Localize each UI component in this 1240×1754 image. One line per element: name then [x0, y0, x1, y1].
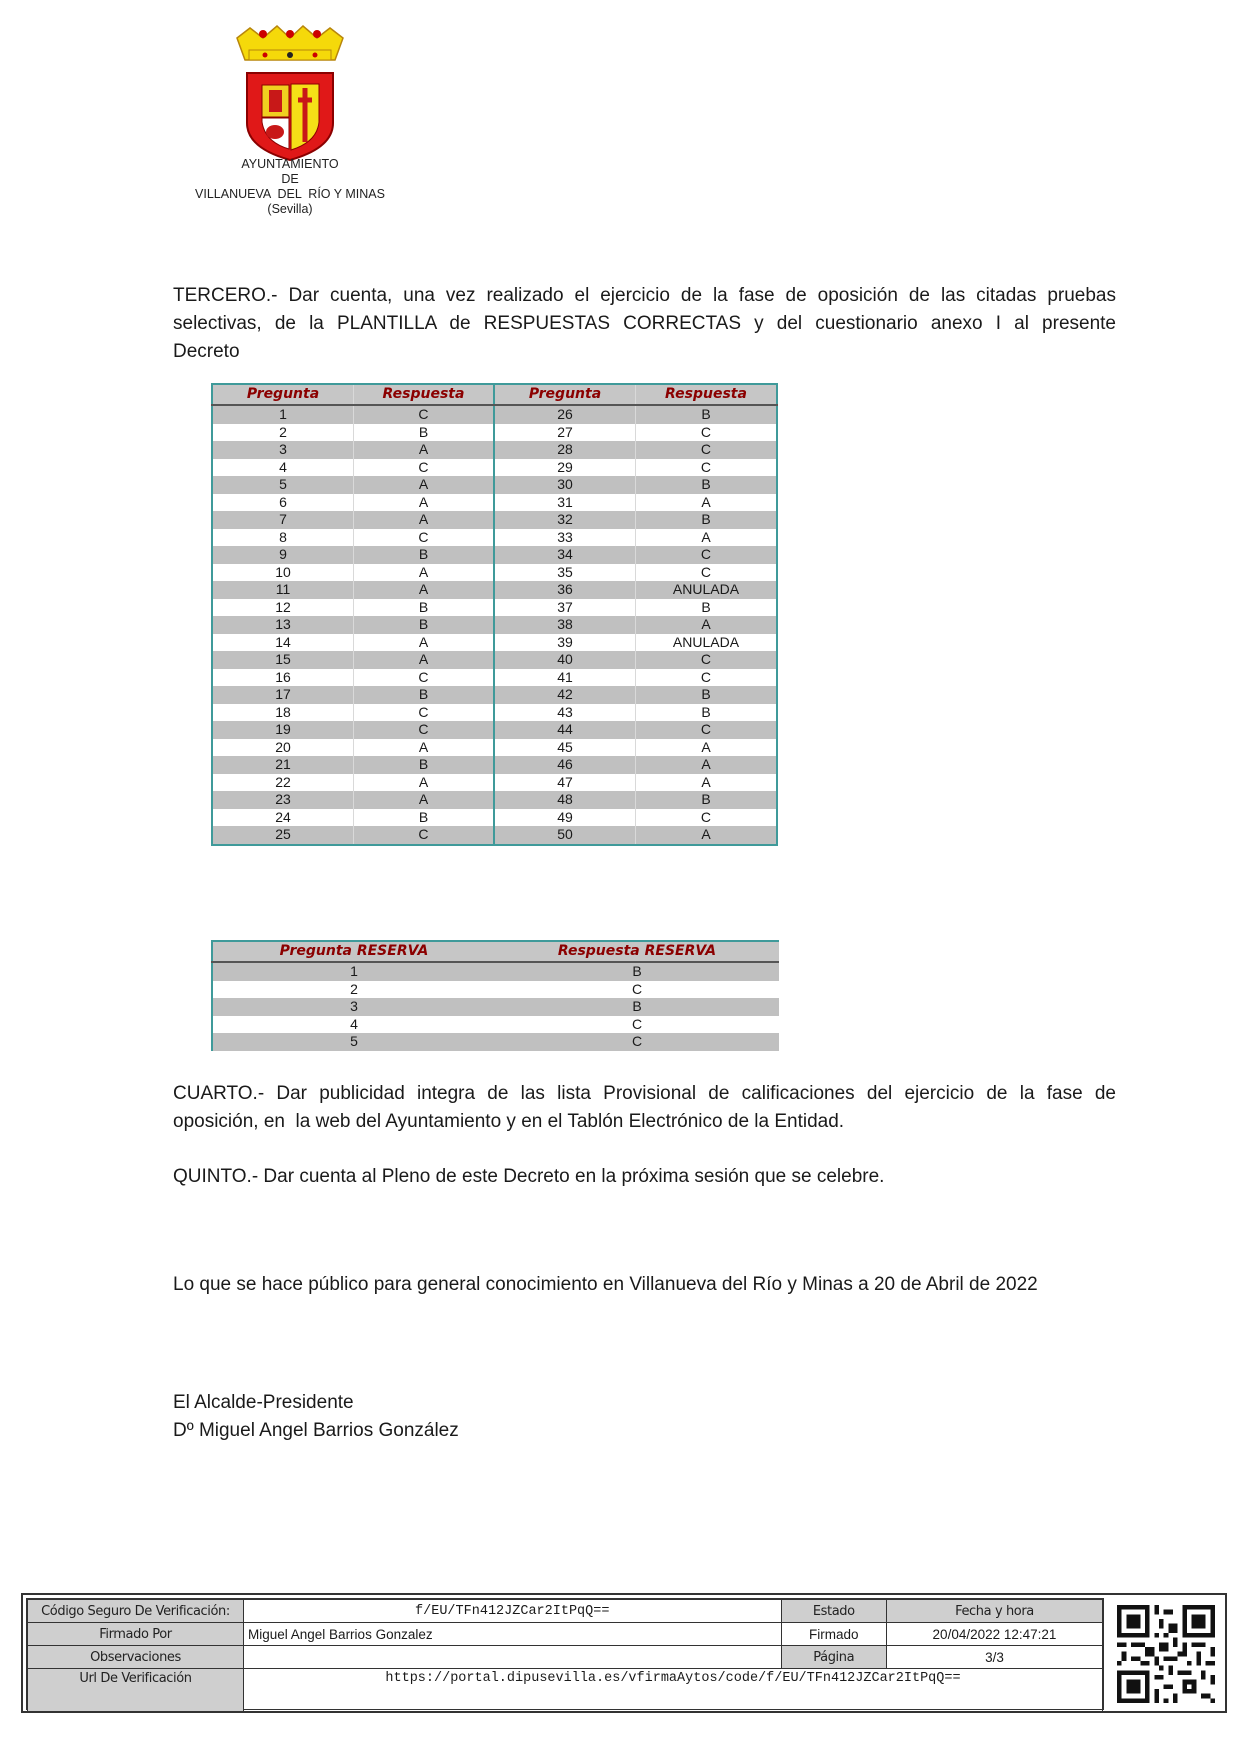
table-row — [212, 962, 779, 981]
pregunta-cell: 13 — [212, 616, 354, 634]
table-row — [212, 686, 777, 704]
cuarto-line-1: CUARTO.- Dar publicidad integra de las lista Provisional de calificaciones del ejercicio de la fase de — [173, 1083, 1116, 1104]
pregunta-cell: 39 — [494, 634, 636, 652]
respuesta-cell: A — [354, 581, 494, 599]
pregunta-cell: 41 — [494, 669, 636, 687]
table-row — [212, 981, 779, 999]
col-header-pregunta-1: Pregunta — [212, 384, 354, 405]
pregunta-cell: 24 — [212, 809, 354, 827]
respuesta-cell: C — [635, 721, 777, 739]
pregunta-cell: 1 — [212, 405, 354, 424]
respuesta-cell: B — [354, 616, 494, 634]
pregunta-cell: 4 — [212, 459, 354, 477]
pregunta-cell: 38 — [494, 616, 636, 634]
pregunta-cell: 25 — [212, 826, 354, 845]
respuesta-cell: C — [635, 546, 777, 564]
pregunta-cell: 2 — [212, 424, 354, 442]
table-row — [212, 459, 777, 477]
respuesta-cell: C — [635, 669, 777, 687]
col-header-respuesta-2: Respuesta — [635, 384, 777, 405]
pregunta-cell: 14 — [212, 634, 354, 652]
respuesta-cell: B — [354, 599, 494, 617]
signature-title: El Alcalde-Presidente — [173, 1392, 354, 1413]
pregunta-cell: 10 — [212, 564, 354, 582]
pregunta-cell: 18 — [212, 704, 354, 722]
respuesta-cell: A — [354, 651, 494, 669]
tercero-line-3: Decreto — [173, 341, 240, 362]
caption-line-1: AYUNTAMIENTO — [241, 157, 339, 171]
reserve-table — [211, 940, 779, 1051]
caption-line-3: VILLANUEVA DEL RÍO Y MINAS — [195, 187, 385, 201]
signature-name: Dº Miguel Angel Barrios González — [173, 1420, 459, 1441]
respuesta-reserva-cell: C — [495, 981, 779, 999]
observaciones-label: Observaciones — [28, 1646, 244, 1669]
pregunta-cell: 50 — [494, 826, 636, 845]
pregunta-cell: 44 — [494, 721, 636, 739]
tercero-paragraph — [173, 282, 1116, 366]
pregunta-cell: 9 — [212, 546, 354, 564]
reserve-table-header — [212, 941, 779, 962]
pregunta-cell: 11 — [212, 581, 354, 599]
col-header-pregunta-reserva: Pregunta RESERVA — [212, 941, 495, 962]
tercero-line-2: selectivas, de la PLANTILLA de RESPUESTAS CORRECTAS y del cuestionario anexo I al presente — [173, 313, 1116, 334]
verification-footer — [21, 1593, 1227, 1713]
table-row — [212, 405, 777, 424]
respuesta-reserva-cell: B — [495, 998, 779, 1016]
respuesta-cell: A — [354, 511, 494, 529]
respuesta-cell: A — [354, 476, 494, 494]
table-row — [212, 599, 777, 617]
estado-label: Estado — [781, 1600, 886, 1623]
respuesta-cell: A — [354, 774, 494, 792]
respuesta-cell: B — [354, 424, 494, 442]
signature-block — [173, 1389, 1116, 1445]
pregunta-cell: 28 — [494, 441, 636, 459]
pregunta-reserva-cell: 2 — [212, 981, 495, 999]
respuesta-cell: C — [354, 669, 494, 687]
table-row — [212, 1033, 779, 1051]
respuesta-cell: A — [635, 529, 777, 547]
table-row — [212, 651, 777, 669]
pregunta-cell: 8 — [212, 529, 354, 547]
respuesta-cell: C — [354, 826, 494, 845]
respuesta-cell: ANULADA — [635, 634, 777, 652]
table-row — [212, 704, 777, 722]
respuesta-cell: A — [635, 774, 777, 792]
table-row — [212, 616, 777, 634]
respuesta-cell: A — [635, 756, 777, 774]
col-header-respuesta-1: Respuesta — [354, 384, 494, 405]
respuesta-cell: C — [354, 721, 494, 739]
pregunta-reserva-cell: 5 — [212, 1033, 495, 1051]
shield-icon — [247, 73, 333, 160]
coat-of-arms-icon — [205, 18, 375, 168]
respuesta-cell: C — [635, 564, 777, 582]
pregunta-cell: 43 — [494, 704, 636, 722]
table-row — [212, 1016, 779, 1034]
pregunta-cell: 26 — [494, 405, 636, 424]
respuesta-cell: B — [354, 686, 494, 704]
pregunta-cell: 16 — [212, 669, 354, 687]
respuesta-cell: B — [635, 511, 777, 529]
pregunta-cell: 29 — [494, 459, 636, 477]
respuesta-cell: B — [635, 791, 777, 809]
csv-label: Código Seguro De Verificación: — [28, 1600, 244, 1623]
pregunta-cell: 5 — [212, 476, 354, 494]
table-row — [212, 998, 779, 1016]
answers-table — [211, 383, 778, 846]
pregunta-cell: 23 — [212, 791, 354, 809]
qr-code-icon — [1117, 1605, 1215, 1703]
respuesta-cell: B — [354, 546, 494, 564]
pregunta-cell: 12 — [212, 599, 354, 617]
respuesta-cell: ANULADA — [635, 581, 777, 599]
answers-table-header — [212, 384, 777, 405]
respuesta-cell: C — [635, 651, 777, 669]
table-row — [212, 774, 777, 792]
table-row — [212, 494, 777, 512]
url-value[interactable]: https://portal.dipusevilla.es/vfirmaAytos/code/f/EU/TFn412JZCar2ItPqQ== — [244, 1669, 1103, 1712]
pregunta-cell: 42 — [494, 686, 636, 704]
verification-table — [27, 1599, 1103, 1712]
table-row — [212, 441, 777, 459]
fecha-value: 20/04/2022 12:47:21 — [886, 1623, 1102, 1646]
respuesta-cell: B — [354, 809, 494, 827]
respuesta-cell: C — [354, 704, 494, 722]
pregunta-cell: 32 — [494, 511, 636, 529]
table-row — [212, 669, 777, 687]
firmado-value: Miguel Angel Barrios Gonzalez — [244, 1623, 782, 1646]
pregunta-cell: 47 — [494, 774, 636, 792]
respuesta-cell: C — [635, 459, 777, 477]
respuesta-reserva-cell: B — [495, 962, 779, 981]
respuesta-cell: B — [635, 405, 777, 424]
table-row — [212, 529, 777, 547]
pagina-label: Página — [781, 1646, 886, 1669]
respuesta-cell: A — [635, 826, 777, 845]
respuesta-cell: C — [635, 441, 777, 459]
fecha-label: Fecha y hora — [886, 1600, 1102, 1623]
respuesta-cell: A — [354, 791, 494, 809]
cuarto-paragraph — [173, 1080, 1116, 1136]
pregunta-reserva-cell: 3 — [212, 998, 495, 1016]
caption-line-2: DE — [281, 172, 299, 186]
respuesta-cell: A — [635, 739, 777, 757]
pregunta-cell: 22 — [212, 774, 354, 792]
url-label: Url De Verificación — [28, 1669, 244, 1712]
respuesta-reserva-cell: C — [495, 1016, 779, 1034]
cuarto-line-2: oposición, en la web del Ayuntamiento y en el Tablón Electrónico de la Entidad. — [173, 1111, 845, 1132]
respuesta-reserva-cell: C — [495, 1033, 779, 1051]
respuesta-cell: A — [354, 564, 494, 582]
tercero-line-1: TERCERO.- Dar cuenta, una vez realizado el ejercicio de la fase de oposición de las citadas pruebas — [173, 285, 1116, 306]
table-row — [212, 546, 777, 564]
pregunta-cell: 21 — [212, 756, 354, 774]
pregunta-cell: 35 — [494, 564, 636, 582]
observaciones-value — [244, 1646, 782, 1669]
pregunta-cell: 15 — [212, 651, 354, 669]
quinto-paragraph: QUINTO.- Dar cuenta al Pleno de este Decreto en la próxima sesión que se celebre. — [173, 1166, 885, 1187]
pregunta-cell: 37 — [494, 599, 636, 617]
respuesta-cell: B — [635, 686, 777, 704]
respuesta-cell: A — [635, 616, 777, 634]
table-row — [212, 756, 777, 774]
respuesta-cell: A — [354, 739, 494, 757]
pregunta-cell: 17 — [212, 686, 354, 704]
pregunta-cell: 48 — [494, 791, 636, 809]
respuesta-cell: B — [635, 704, 777, 722]
pregunta-cell: 6 — [212, 494, 354, 512]
col-header-respuesta-reserva: Respuesta RESERVA — [495, 941, 779, 962]
pregunta-reserva-cell: 1 — [212, 962, 495, 981]
pregunta-cell: 20 — [212, 739, 354, 757]
col-header-pregunta-2: Pregunta — [494, 384, 636, 405]
table-row — [212, 511, 777, 529]
table-row — [212, 809, 777, 827]
caption-line-4: (Sevilla) — [267, 202, 313, 216]
respuesta-cell: A — [354, 494, 494, 512]
respuesta-cell: C — [354, 405, 494, 424]
respuesta-cell: A — [354, 441, 494, 459]
table-row — [212, 791, 777, 809]
table-row — [212, 826, 777, 845]
table-row — [212, 721, 777, 739]
pregunta-cell: 27 — [494, 424, 636, 442]
respuesta-cell: C — [354, 529, 494, 547]
closing-statement: Lo que se hace público para general conocimiento en Villanueva del Río y Minas a 20 de Abril de 2022 — [173, 1274, 1038, 1295]
respuesta-cell: C — [354, 459, 494, 477]
table-row — [212, 739, 777, 757]
pregunta-cell: 30 — [494, 476, 636, 494]
pregunta-cell: 7 — [212, 511, 354, 529]
pregunta-cell: 46 — [494, 756, 636, 774]
pregunta-cell: 3 — [212, 441, 354, 459]
table-row — [212, 424, 777, 442]
firmado-label: Firmado Por — [28, 1623, 244, 1646]
respuesta-cell: C — [635, 809, 777, 827]
pregunta-cell: 49 — [494, 809, 636, 827]
respuesta-cell: A — [635, 494, 777, 512]
csv-value: f/EU/TFn412JZCar2ItPqQ== — [244, 1600, 782, 1623]
table-row — [212, 634, 777, 652]
pregunta-cell: 19 — [212, 721, 354, 739]
respuesta-cell: B — [635, 599, 777, 617]
municipality-caption — [150, 157, 430, 217]
pregunta-cell: 36 — [494, 581, 636, 599]
table-row — [212, 581, 777, 599]
respuesta-cell: C — [635, 424, 777, 442]
respuesta-cell: A — [354, 634, 494, 652]
pregunta-cell: 31 — [494, 494, 636, 512]
crown-icon — [237, 26, 343, 60]
table-row — [212, 564, 777, 582]
pregunta-reserva-cell: 4 — [212, 1016, 495, 1034]
coat-of-arms-logo — [205, 18, 375, 168]
estado-value: Firmado — [781, 1623, 886, 1646]
pregunta-cell: 33 — [494, 529, 636, 547]
respuesta-cell: B — [354, 756, 494, 774]
table-row — [212, 476, 777, 494]
pregunta-cell: 40 — [494, 651, 636, 669]
pregunta-cell: 34 — [494, 546, 636, 564]
pregunta-cell: 45 — [494, 739, 636, 757]
respuesta-cell: B — [635, 476, 777, 494]
pagina-value: 3/3 — [886, 1646, 1102, 1669]
